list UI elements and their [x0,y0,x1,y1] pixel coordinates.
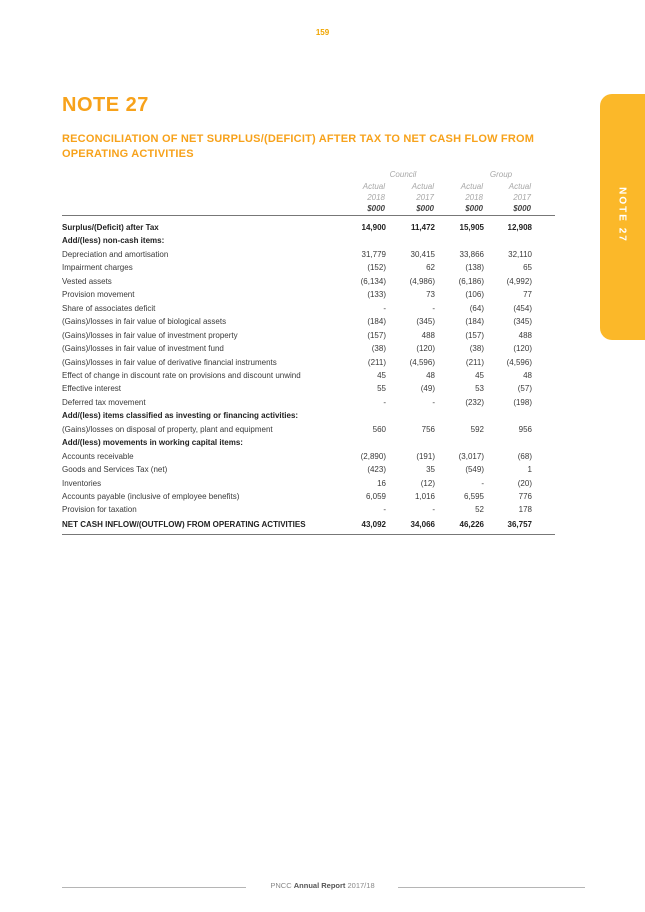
footer-year: 2017/18 [347,881,375,890]
row-value: 560 [372,424,386,434]
row-value: 488 [518,330,532,340]
row-value: (120) [416,344,435,354]
row-label: NET CASH INFLOW/(OUTFLOW) FROM OPERATING ACTIVITIES [62,520,306,529]
row-value: (184) [465,317,484,327]
table-header [62,170,555,216]
row-value: 956 [518,424,532,434]
row-value: (12) [420,478,435,488]
section-heading-row [62,234,555,247]
row-value: 65 [523,263,532,273]
row-value: 756 [421,424,435,434]
column-header: Actual 2018 $000 [460,182,483,213]
row-value: 31,779 [361,249,386,259]
table-row [62,315,555,328]
row-value: 52 [475,505,484,515]
row-value: 6,059 [365,492,386,501]
row-value: (211) [465,357,484,367]
row-value: - [383,397,386,407]
table-row [62,275,555,288]
row-value: 776 [518,492,532,501]
row-value: 592 [470,424,484,434]
row-value: (4,596) [409,357,435,367]
row-label: Add/(less) items classified as investing or financing activities: [62,411,299,421]
row-label: Share of associates deficit [62,303,156,313]
table-row [62,450,555,463]
row-label: Inventories [62,478,102,488]
row-value: (49) [420,384,435,394]
table-row [62,396,555,409]
row-value: (120) [513,344,532,354]
row-value: (184) [367,317,386,327]
table-row [62,356,555,369]
row-value: - [383,505,386,515]
row-value: (106) [465,290,484,300]
row-value: (152) [367,263,386,273]
row-value: - [432,397,435,407]
row-value: (454) [513,303,532,313]
row-value: - [432,303,435,313]
row-value: (198) [513,397,532,407]
table-row [62,261,555,274]
row-value: (6,134) [360,276,386,286]
row-value: (64) [469,303,484,313]
row-value: 6,595 [463,492,484,501]
footer-report: Annual Report [293,881,346,890]
row-label: Provision movement [62,290,135,300]
row-value: 62 [426,263,435,273]
group-label-group: Group [489,170,513,179]
row-value: (345) [416,317,435,327]
column-header: Actual 2017 $000 [411,182,434,213]
row-value: (2,890) [360,451,386,461]
row-label: Effect of change in discount rate on provisions and discount unwind [62,370,301,380]
row-value: - [432,505,435,515]
row-value: 34,066 [410,520,435,529]
table-bottom-rule [62,534,555,535]
table-row [62,490,555,503]
table-row [62,302,555,315]
row-value: 178 [518,505,532,515]
row-label: Provision for taxation [62,505,137,515]
table-top-rule [62,215,555,216]
row-value: (4,986) [409,276,435,286]
row-value: 46,226 [459,520,484,529]
row-value: (191) [416,451,435,461]
total-row [62,518,555,531]
table-row [62,342,555,355]
row-value: 33,866 [459,249,484,259]
row-label: Accounts receivable [62,451,134,461]
row-value: 45 [377,370,386,380]
row-value: 48 [426,370,435,380]
row-label: Effective interest [62,384,121,394]
row-value: 45 [475,370,484,380]
table-row [62,477,555,490]
footer [0,881,645,890]
side-tab-label: NOTE 27 [616,187,628,243]
row-value: 77 [523,290,532,300]
row-value: (20) [517,478,532,488]
section-heading-row [62,436,555,449]
row-label: Surplus/(Deficit) after Tax [62,223,159,232]
table-row [62,503,555,516]
row-value: (138) [465,263,484,273]
row-value: 55 [377,384,386,394]
row-value: (211) [367,357,386,367]
row-value: 53 [475,384,484,394]
row-label: Vested assets [62,276,112,286]
row-label: Add/(less) movements in working capital items: [62,438,243,448]
row-value: (232) [465,397,484,407]
row-value: (157) [465,330,484,340]
row-value: (38) [469,344,484,354]
row-value: (68) [517,451,532,461]
row-label: Accounts payable (inclusive of employee benefits) [62,492,240,501]
row-value: 1,016 [414,492,435,501]
row-label: Depreciation and amortisation [62,249,169,259]
row-value: 43,092 [361,520,386,529]
table-row [62,221,555,234]
row-value: 14,900 [361,223,386,232]
row-value: 32,110 [508,249,532,259]
footer-org: PNCC [270,881,292,890]
row-value: - [383,303,386,313]
column-header: Actual 2017 $000 [508,182,531,213]
row-label: (Gains)/losses on disposal of property, plant and equipment [62,424,273,434]
table-row [62,423,555,436]
row-value: (549) [465,465,484,475]
row-label: (Gains)/losses in fair value of investment fund [62,344,224,354]
row-value: 12,908 [507,223,532,232]
row-label: Add/(less) non-cash items: [62,236,165,246]
row-value: 48 [523,370,532,380]
row-value: (4,596) [506,357,532,367]
row-label: Impairment charges [62,263,133,273]
table-row [62,248,555,261]
table-row [62,329,555,342]
row-value: 36,757 [507,520,532,529]
row-value: (345) [513,317,532,327]
row-value: 35 [426,465,435,475]
row-value: 488 [421,330,435,340]
group-label-council: Council [389,170,417,179]
row-value: (38) [371,344,386,354]
row-label: (Gains)/losses in fair value of derivative financial instruments [62,357,277,367]
row-value: (6,186) [458,276,484,286]
note-title: NOTE 27 [62,94,149,116]
row-value: 73 [426,290,435,300]
row-label: (Gains)/losses in fair value of investment property [62,330,238,340]
page-number: 159 [315,28,330,37]
row-value: 16 [377,478,386,488]
row-value: (133) [367,290,386,300]
table-row [62,382,555,395]
row-value: (4,992) [506,276,532,286]
table-row [62,463,555,476]
row-value: 11,472 [410,223,435,232]
section-subtitle: RECONCILIATION OF NET SURPLUS/(DEFICIT) AFTER TAX TO NET CASH FLOW FROM OPERATING ACTIVITIES [62,133,535,160]
row-value: (57) [517,384,532,394]
table-row [62,288,555,301]
row-value: (423) [367,465,386,475]
column-header: Actual 2018 $000 [362,182,385,213]
row-value: (3,017) [458,451,484,461]
row-label: Goods and Services Tax (net) [62,465,168,475]
row-value: 1 [527,465,532,475]
row-value: 15,905 [459,223,484,232]
row-value: (157) [367,330,386,340]
row-label: (Gains)/losses in fair value of biological assets [62,317,227,327]
section-heading-row [62,409,555,422]
row-label: Deferred tax movement [62,397,146,407]
table-row [62,369,555,382]
row-value: 30,415 [410,249,435,259]
row-value: - [481,478,484,488]
